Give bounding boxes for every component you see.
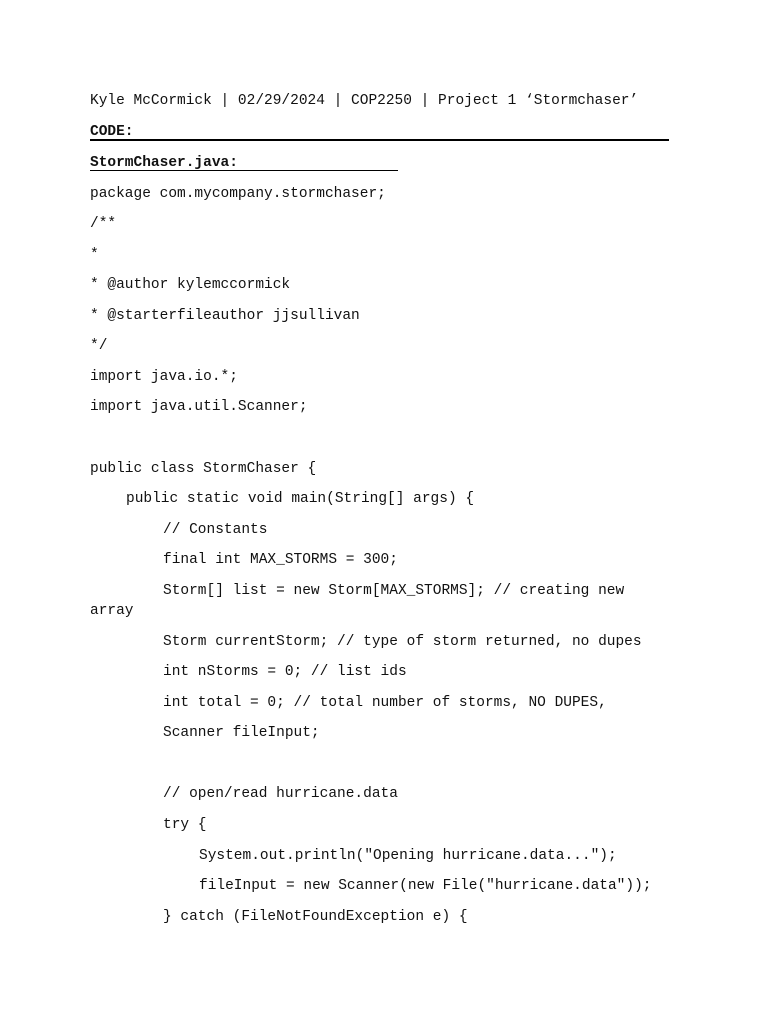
- file-name-underline: [90, 170, 398, 171]
- code-line: public static void main(String[] args) {: [126, 491, 475, 507]
- code-line: import java.util.Scanner;: [90, 399, 308, 415]
- code-line: Storm currentStorm; // type of storm returned, no dupes: [163, 634, 642, 650]
- code-line: *: [90, 247, 99, 263]
- code-line: } catch (FileNotFoundException e) {: [163, 909, 468, 925]
- code-line: int total = 0; // total number of storms, NO DUPES,: [163, 695, 607, 711]
- code-line: * @author kylemccormick: [90, 277, 291, 293]
- document-header: Kyle McCormick | 02/29/2024 | COP2250 | Project 1 ‘Stormchaser’: [90, 93, 639, 109]
- code-line-wrap: array: [90, 603, 134, 619]
- code-line: /**: [90, 216, 117, 232]
- code-line: public class StormChaser {: [90, 461, 317, 477]
- code-line: int nStorms = 0; // list ids: [163, 664, 407, 680]
- section-divider: [90, 139, 669, 141]
- code-line: System.out.println("Opening hurricane.data...");: [199, 848, 617, 864]
- code-line: // Constants: [163, 522, 268, 538]
- code-line: Storm[] list = new Storm[MAX_STORMS]; // creating new: [163, 583, 625, 599]
- code-line: final int MAX_STORMS = 300;: [163, 552, 398, 568]
- code-line: try {: [163, 817, 207, 833]
- code-line: fileInput = new Scanner(new File("hurricane.data"));: [199, 878, 652, 894]
- code-line: * @starterfileauthor jjsullivan: [90, 308, 360, 324]
- file-name-heading: StormChaser.java:: [90, 155, 238, 171]
- code-line: // open/read hurricane.data: [163, 786, 398, 802]
- code-line: import java.io.*;: [90, 369, 238, 385]
- code-line: package com.mycompany.stormchaser;: [90, 186, 386, 202]
- code-line: Scanner fileInput;: [163, 725, 320, 741]
- code-line: */: [90, 338, 108, 354]
- section-title: CODE:: [90, 124, 134, 140]
